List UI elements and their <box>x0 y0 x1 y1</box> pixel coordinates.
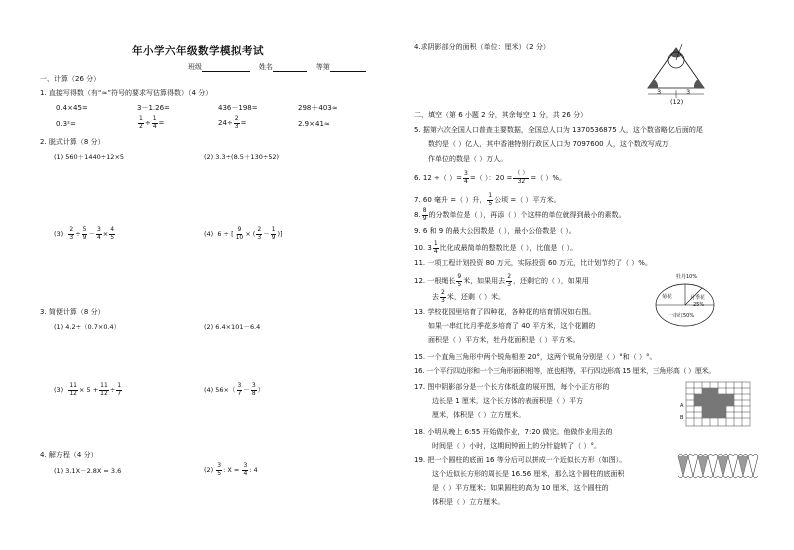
class-field[interactable] <box>202 71 250 72</box>
q2-label: 2. 脱式计算（8 分） <box>40 138 105 146</box>
q5-line1: 5. 据第六次全国人口普查主要数据，全国总人口为 1370536875 人，这个数省略亿后面的尾 <box>414 126 703 134</box>
page-title: 年小学六年级数学模拟考试 <box>132 45 264 57</box>
q1-frac-item: $\frac{1}{2}$ ÷ $\frac{1}{4}$ = <box>139 115 165 130</box>
q17-line2: 边长是 1 厘米，这个长方体的表面积是（ ）平方 <box>432 397 584 405</box>
q19-line3: 是（ ）平方厘米；如果圆柱的高为 10 厘米，这个圆柱的 <box>432 484 609 492</box>
q12-line2: 去 $\frac{2}{3}$ 米，还剩（ ）米。 <box>432 289 506 304</box>
q12: 12. 一根绳长 $\frac{9}{5}$ 米，如果用去 $\frac{2}{3}$ ，还剩它的（ ），如果用 <box>414 273 589 288</box>
q2-item4: (4) 6 ÷ [ $\frac{9}{10}$ × ( $\frac{2}{3}$ － $\frac{1}{9}$ )] <box>204 226 283 241</box>
q15: 15. 一个直角三角形中两个锐角相差 20°，这两个锐角分别是（ ）°和（ ）°。 <box>414 353 657 361</box>
q4-item: (1) 3.1X－2.8X = 3.6 <box>54 467 122 475</box>
q10: 10. 3 $\frac{1}{4}$ 比化成最简单的整数比是（ ），比值是（ ）。 <box>414 240 578 255</box>
pie-label-salvia: 一串红50% <box>668 313 695 319</box>
q3-item4: (4) 56×（ $\frac{3}{7}$ － $\frac{3}{8}$ ） <box>204 382 265 397</box>
q13-line2: 如果一串红比月季花多培育了 40 平方米，这个花圃的 <box>428 322 596 330</box>
q18-line2: 时间是（ ）小时，这期间钟面上的分针旋转了（ ）°。 <box>432 442 601 450</box>
part1-heading: 一、计算（26 分） <box>40 75 101 83</box>
q19-line4: 体积是（ ）立方厘米。 <box>432 498 505 506</box>
grid-figure <box>680 380 752 430</box>
q19-line1: 19. 把一个圆柱的底面 16 等分后可以拼成一个近似长方形（如图）。 <box>414 456 627 464</box>
q1-label: 1. 直接写得数（有“≈”符号的要求写估算得数）（4 分） <box>40 89 213 97</box>
part2-heading: 二、填空（第 6 小题 2 分，其余每空 1 分，共 26 分） <box>414 111 588 119</box>
q17-line3: 厘米，体积是（ ）立方厘米。 <box>432 411 526 419</box>
q4-label: 4. 解方程（4 分） <box>40 451 98 459</box>
q1-item: 0.4×45= <box>56 104 88 112</box>
grade-field[interactable] <box>330 71 366 72</box>
grid-label-a: A <box>680 403 684 409</box>
class-label: 班级 <box>188 63 202 71</box>
figure-dim-right: 3 <box>686 88 691 96</box>
q2-item3: (3) $\frac{2}{3}$ ÷ $\frac{5}{9}$ － $\frac{3}{4}$ × $\frac{4}{5}$ <box>54 226 115 241</box>
q18-line1: 18. 小明从晚上 6:55 开始做作业，7:20 做完。他做作业用去的 <box>414 428 613 436</box>
name-field[interactable] <box>273 71 307 72</box>
q13-line1: 13. 学校花园里培育了四种花，各种花的培育情况如右图。 <box>414 308 596 316</box>
q13-line3: 面积是（ ）平方米，牡丹花面积是（ ）平方米。 <box>428 336 580 344</box>
q16: 16. 一个平行四边形和一个三角形面积相等，底也相等，平行四边形高 15 厘米，三角形高（ ）厘米。 <box>414 367 715 375</box>
q3-item: (1) 4.2÷（0.7×0.4） <box>54 323 121 331</box>
q1-item: 298＋403≈ <box>298 104 338 112</box>
q4-area-label: 4.求阴影部分的面积（单位：厘米）（2 分） <box>414 43 550 51</box>
q2-item: (1) 560＋1440÷12×5 <box>54 153 125 161</box>
pie-label-peony: 牡丹10% <box>676 274 698 280</box>
q7: 7. 60 毫升 =（ ）升， $\frac{1}{5}$ 公顷 =（ ）平方米。 <box>414 192 561 207</box>
pie-chart <box>654 280 716 330</box>
grade-label: 等第 <box>315 63 330 71</box>
pie-label-rose-pct: 25% <box>693 302 705 308</box>
q1-item: 436－198= <box>218 104 258 112</box>
triangle-figure <box>640 38 714 106</box>
q1-item: 2.9×41≈ <box>298 120 330 128</box>
q4-item2: (2) $\frac{3}{5}$ : X = $\frac{3}{4}$ : 4 <box>204 462 258 477</box>
student-info-row <box>188 63 366 72</box>
q5-line3: 作单位的数是（ ）万人。 <box>428 155 508 163</box>
q2-item: (2) 3.3÷(8.5＋130÷52) <box>204 153 280 161</box>
q19-line2: 这个近似长方形的周长是 16.56 厘米，那么这个圆柱的底面积 <box>432 470 625 478</box>
name-label: 姓名 <box>258 63 273 71</box>
q5-line2: 数约是（ ）亿人，其中香港特别行政区人口为 7097600 人，这个数改写成万 <box>428 140 669 148</box>
q3-item3: (3) $\frac{11}{12}$ × 5 + $\frac{11}{12}$ ÷ $\frac{1}{7}$ <box>54 382 122 397</box>
q1-item: 0.3²= <box>56 120 76 128</box>
grid-label-b: B <box>680 415 684 421</box>
q3-item: (2) 6.4×101－6.4 <box>204 323 261 331</box>
q3-label: 3. 简便计算（8 分） <box>40 308 105 316</box>
q9: 9. 6 和 9 的最大公因数是（ ），最小公倍数是（ ）。 <box>414 227 576 235</box>
pie-label-chrysanthemum: 菊花 <box>662 294 673 300</box>
q1-item: 3－1.26= <box>137 104 170 112</box>
q11: 11. 一项工程计划投资 80 万元，实际投资 60 万元，比计划节约了（ ）%。 <box>414 259 652 267</box>
cylinder-rectangle-figure <box>674 452 764 480</box>
figure-dim-left: 3 <box>657 88 662 96</box>
q1-frac-item: 24÷ $\frac{2}{3}$ = <box>218 115 247 130</box>
figure-caption: (12) <box>670 98 684 106</box>
q8: 8. $\frac{8}{9}$ 的分数单位是（ ），再添（ ）个这样的单位就得到最小的素数。 <box>414 207 626 222</box>
q17-line1: 17. 图中阴影部分是一个长方体纸盒的展开图，每个小正方形的 <box>414 383 610 391</box>
q6: 6. 12 ÷（ ）= $\frac{3}{4}$ =（ ）：20 = $\frac{( )}{32}$ =（ ）%。 <box>414 170 567 185</box>
pie-label-rose: 月季花 <box>690 295 706 301</box>
